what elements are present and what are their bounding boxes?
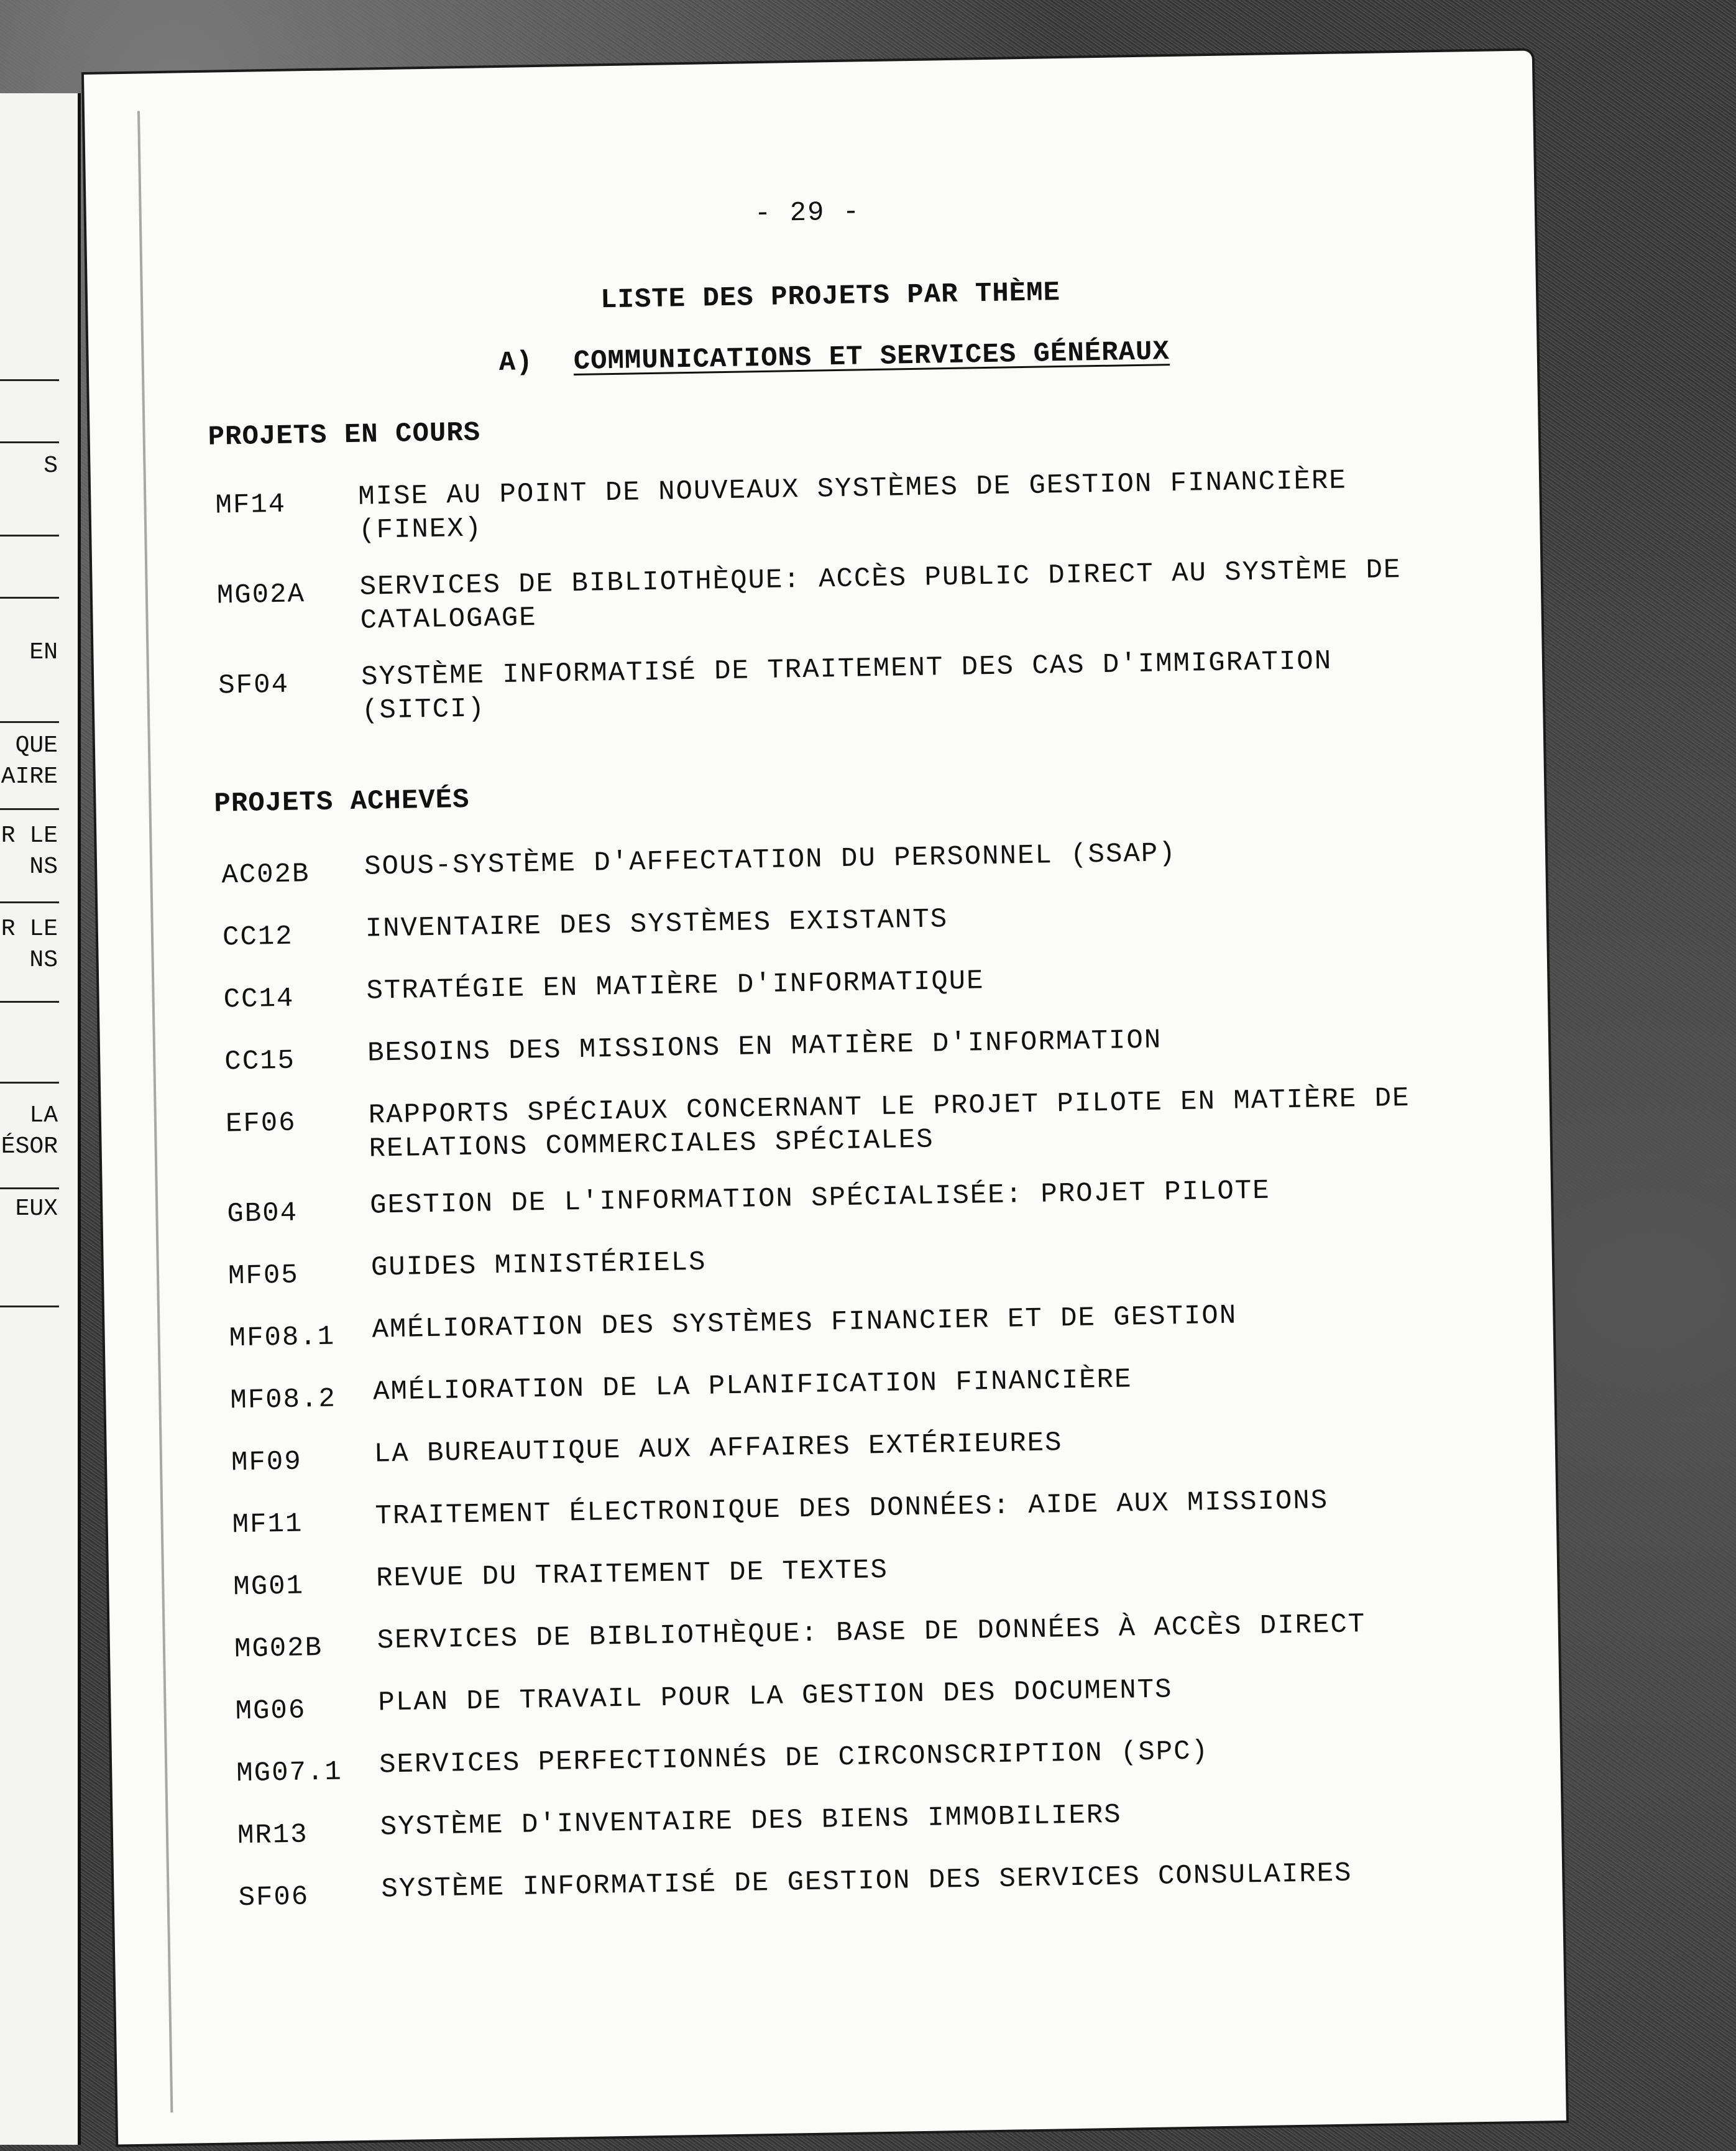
project-code: MF08.1 (229, 1321, 336, 1355)
project-code: SF06 (238, 1881, 310, 1914)
project-code: CC14 (223, 983, 295, 1016)
project-description: BESOINS DES MISSIONS EN MATIÈRE D'INFORMATION (367, 1025, 1162, 1069)
facing-page-fragment (0, 93, 81, 2145)
project-description: STRATÉGIE EN MATIÈRE D'INFORMATIQUE (366, 965, 985, 1007)
completed-heading: PROJETS ACHEVÉS (214, 784, 470, 820)
project-description: REVUE DU TRAITEMENT DE TEXTES (375, 1554, 889, 1595)
section-heading: COMMUNICATIONS ET SERVICES GÉNÉRAUX (573, 336, 1170, 377)
project-description: MISE AU POINT DE NOUVEAUX SYSTÈMES DE GESTION FINANCIÈRE (FINEX) (357, 465, 1348, 546)
project-description: SYSTÈME INFORMATISÉ DE TRAITEMENT DES CAS D'IMMIGRATION (SITCI) (361, 645, 1333, 727)
project-code: MF11 (232, 1508, 303, 1541)
facing-page-text: LA ÉSOR (1, 1102, 58, 1160)
project-code: MG07.1 (236, 1756, 343, 1790)
project-description: SYSTÈME INFORMATISÉ DE GESTION DES SERVICES CONSULAIRES (381, 1858, 1353, 1905)
project-description: PLAN DE TRAVAIL POUR LA GESTION DES DOCUMENTS (378, 1674, 1173, 1719)
project-code: MR13 (237, 1819, 309, 1852)
facing-page-rule (0, 597, 59, 599)
project-code: MG02B (234, 1632, 323, 1665)
project-description: SOUS-SYSTÈME D'AFFECTATION DU PERSONNEL (SSAP) (364, 838, 1177, 883)
project-code: MF09 (231, 1446, 303, 1479)
project-description: AMÉLIORATION DES SYSTÈMES FINANCIER ET DE GESTION (372, 1300, 1238, 1346)
project-code: EF06 (225, 1107, 297, 1140)
facing-page-text: R LE NS (1, 916, 58, 974)
project-code: SF04 (218, 669, 290, 702)
page-number: - 29 - (754, 196, 861, 230)
page-binding-shadow (137, 111, 173, 2113)
project-code: MF05 (227, 1260, 300, 1292)
section-letter: A) (498, 347, 534, 379)
project-code: MF14 (215, 489, 287, 522)
document-title: LISTE DES PROJETS PAR THÈME (600, 277, 1061, 316)
facing-page-rule (0, 901, 59, 903)
in-progress-heading: PROJETS EN COURS (208, 417, 481, 453)
facing-page-text: EUX (15, 1195, 58, 1222)
project-description: SERVICES DE BIBLIOTHÈQUE: BASE DE DONNÉES À ACCÈS DIRECT (377, 1609, 1366, 1657)
facing-page-rule (0, 535, 59, 537)
facing-page-text: EN (29, 639, 58, 666)
facing-page-rule (0, 721, 59, 723)
project-code: MG02A (216, 579, 306, 612)
project-code: MG01 (232, 1570, 305, 1603)
facing-page-rule (0, 441, 59, 443)
project-description: SERVICES PERFECTIONNÉS DE CIRCONSCRIPTION (SPC) (379, 1736, 1210, 1781)
project-code: MF08.2 (229, 1383, 337, 1417)
project-code: AC02B (221, 859, 310, 891)
facing-page-rule (0, 808, 59, 810)
project-description: SERVICES DE BIBLIOTHÈQUE: ACCÈS PUBLIC DIRECT AU SYSTÈME DE CATALOGAGE (359, 554, 1402, 637)
project-description: GUIDES MINISTÉRIELS (370, 1246, 707, 1284)
facing-page-rule (0, 1001, 59, 1003)
project-code: GB04 (227, 1197, 298, 1230)
project-description: AMÉLIORATION DE LA PLANIFICATION FINANCIÈRE (372, 1364, 1132, 1408)
project-description: INVENTAIRE DES SYSTÈMES EXISTANTS (365, 904, 948, 945)
facing-page-rule (0, 1082, 59, 1084)
facing-page-text: QUE AIRE (1, 732, 58, 790)
project-code: CC15 (224, 1045, 296, 1078)
project-description: RAPPORTS SPÉCIAUX CONCERNANT LE PROJET PILOTE EN MATIÈRE DE RELATIONS COMMERCIALES SPÉCIALES (368, 1082, 1410, 1165)
project-description: SYSTÈME D'INVENTAIRE DES BIENS IMMOBILIERS (380, 1799, 1123, 1843)
project-code: CC12 (222, 921, 294, 954)
project-code: MG06 (235, 1695, 306, 1728)
project-description: GESTION DE L'INFORMATION SPÉCIALISÉE: PROJET PILOTE (369, 1175, 1271, 1222)
project-description: LA BUREAUTIQUE AUX AFFAIRES EXTÉRIEURES (374, 1427, 1063, 1470)
facing-page-rule (0, 1187, 59, 1189)
facing-page-rule (0, 379, 59, 381)
facing-page-rule (0, 1306, 59, 1307)
facing-page-text: R LE NS (1, 822, 58, 880)
document-page (84, 50, 1566, 2144)
facing-page-text: S (44, 453, 58, 479)
project-description: TRAITEMENT ÉLECTRONIQUE DES DONNÉES: AIDE AUX MISSIONS (375, 1485, 1329, 1532)
